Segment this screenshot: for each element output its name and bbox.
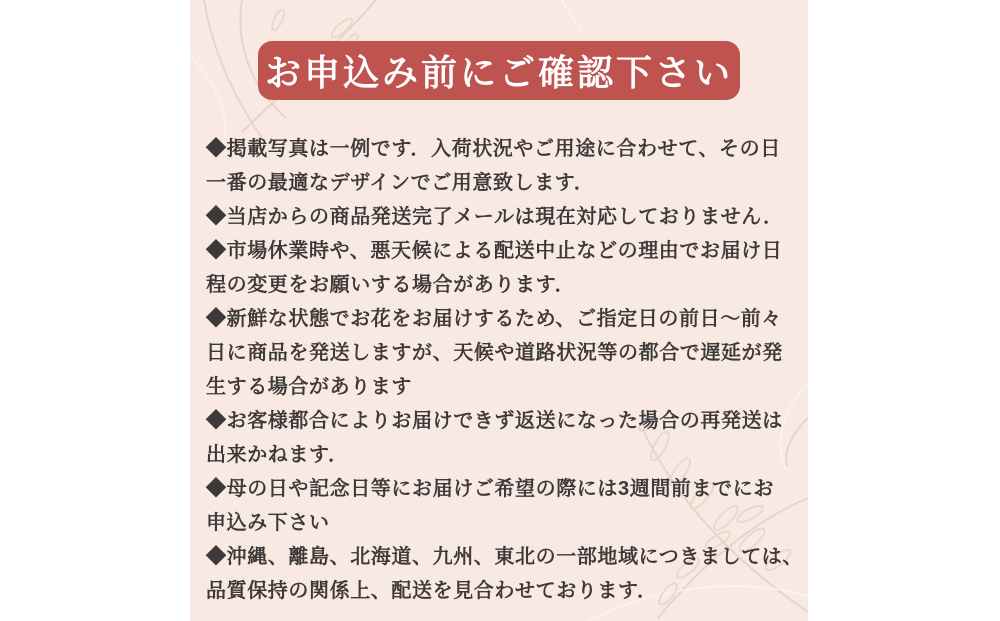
- header-banner: [258, 41, 740, 100]
- notice-line: ◆掲載写真は一例です．入荷状況やご用途に合わせて、その日: [206, 138, 781, 160]
- notice-item: [206, 472, 802, 540]
- notice-line: ◆お客様都合によりお届けできず返送になった場合の再発送は: [206, 410, 783, 432]
- header-title: お申込み前にご確認下さい: [264, 52, 733, 93]
- notice-item: [206, 302, 802, 404]
- notice-line: ◆沖縄、離島、北海道、九州、東北の一部地域につきましては、: [206, 546, 803, 568]
- notice-body: [206, 132, 802, 608]
- notice-line: 申込み下さい: [206, 512, 330, 534]
- notice-line: ◆当店からの商品発送完了メールは現在対応しておりません．: [206, 206, 784, 228]
- notice-line: 生する場合があります: [206, 376, 412, 398]
- notice-line: 一番の最適なデザインでご用意致します．: [206, 172, 595, 194]
- notice-item: [206, 540, 802, 608]
- notice-line: 品質保持の関係上、配送を見合わせております．: [206, 580, 658, 602]
- notice-line: ◆市場休業時や、悪天候による配送中止などの理由でお届け日: [206, 240, 783, 262]
- notice-item: [206, 132, 802, 200]
- pink-panel: [190, 0, 808, 621]
- notice-line: ◆新鮮な状態でお花をお届けするため、ご指定日の前日～前々: [206, 308, 782, 330]
- notice-line: 出来かねます．: [206, 444, 349, 466]
- notice-line: 程の変更をお願いする場合があります．: [206, 274, 576, 296]
- notice-item: [206, 234, 802, 302]
- notice-line: 日に商品を発送しますが、天候や道路状況等の都合で遅延が発: [206, 342, 783, 364]
- notice-item: [206, 404, 802, 472]
- notice-line: ◆母の日や記念日等にお届けご希望の際には3週間前までにお: [206, 478, 774, 500]
- notice-item: [206, 200, 802, 234]
